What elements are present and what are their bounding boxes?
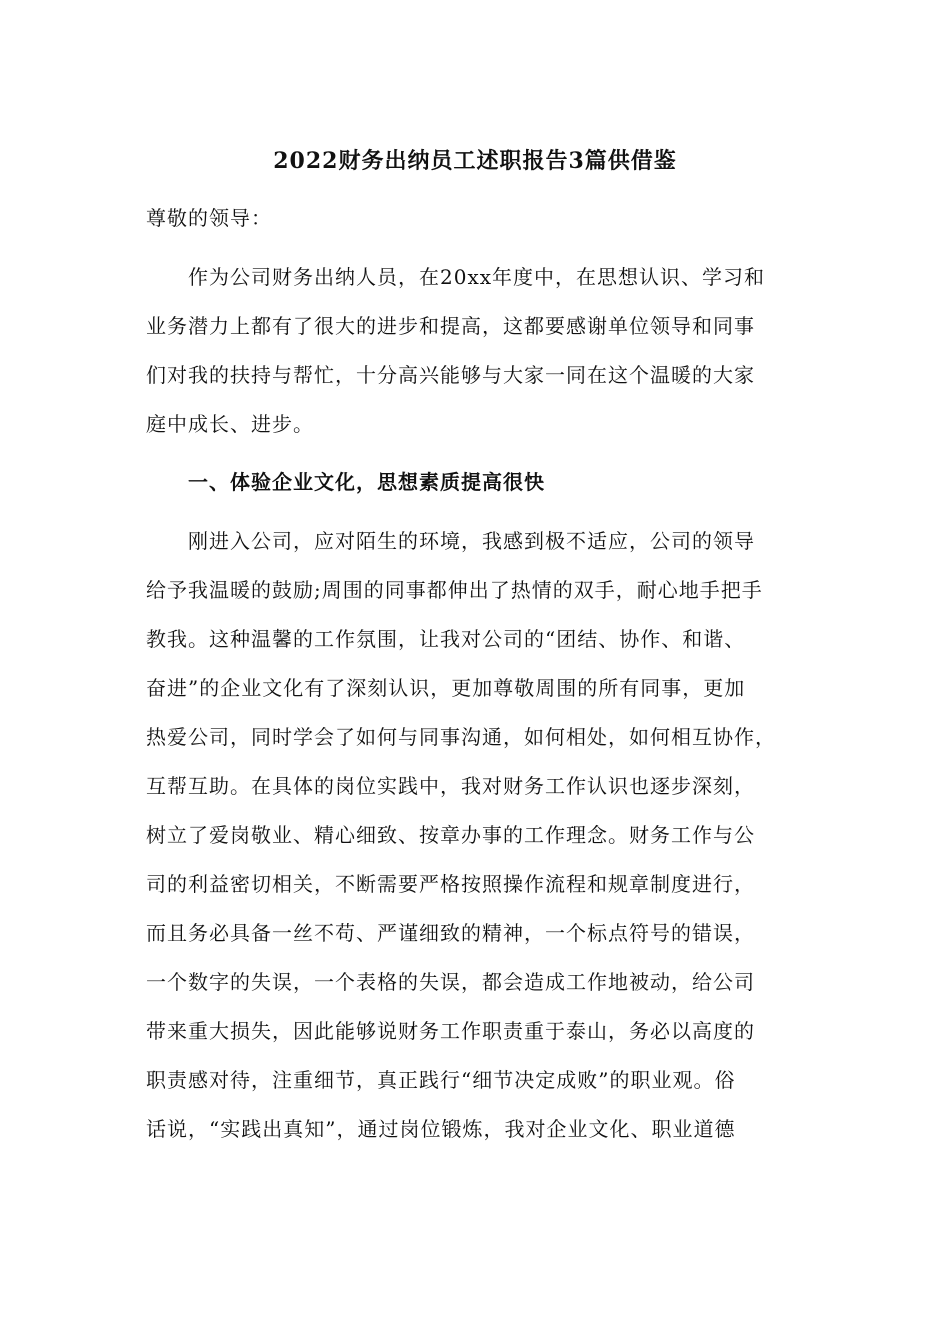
paragraph-2-line-11: 带来重大损失，因此能够说财务工作职责重于泰山，务必以高度的	[146, 1019, 755, 1043]
paragraph-2-line-5: 热爱公司，同时学会了如何与同事沟通，如何相处，如何相互协作，	[146, 725, 776, 749]
document-title: 2022财务出纳员工述职报告3篇供借鉴	[273, 148, 677, 174]
paragraph-1-line-3: 们对我的扶持与帮忙，十分高兴能够与大家一同在这个温暖的大家	[146, 363, 755, 387]
paragraph-2-line-9: 而且务必具备一丝不苟、严谨细致的精神，一个标点符号的错误，	[146, 921, 755, 945]
paragraph-2-line-2: 给予我温暖的鼓励;周围的同事都伸出了热情的双手，耐心地手把手	[146, 578, 763, 602]
paragraph-2-line-1: 刚进入公司，应对陌生的环境，我感到极不适应，公司的领导	[188, 529, 755, 553]
paragraph-2-line-8: 司的利益密切相关，不断需要严格按照操作流程和规章制度进行，	[146, 872, 755, 896]
paragraph-2-line-12: 职责感对待，注重细节，真正践行“细节决定成败”的职业观。俗	[146, 1068, 736, 1092]
paragraph-2-line-10: 一个数字的失误，一个表格的失误，都会造成工作地被动，给公司	[146, 970, 755, 994]
paragraph-1-line-4: 庭中成长、进步。	[146, 412, 314, 436]
paragraph-2-line-6: 互帮互助。在具体的岗位实践中，我对财务工作认识也逐步深刻，	[146, 774, 755, 798]
paragraph-2-line-7: 树立了爱岗敬业、精心细致、按章办事的工作理念。财务工作与公	[146, 823, 755, 847]
paragraph-2-line-4: 奋进”的企业文化有了深刻认识，更加尊敬周围的所有同事，更加	[146, 676, 746, 700]
paragraph-1-line-1: 作为公司财务出纳人员，在20xx年度中，在思想认识、学习和	[188, 265, 766, 289]
paragraph-2-line-3: 教我。这种温馨的工作氛围，让我对公司的“团结、协作、和谐、	[146, 627, 746, 651]
section-heading-1: 一、体验企业文化，思想素质提高很快	[188, 470, 545, 494]
salutation: 尊敬的领导：	[146, 206, 272, 230]
paragraph-2-line-13: 话说，“实践出真知”，通过岗位锻炼，我对企业文化、职业道德	[146, 1117, 736, 1141]
paragraph-1-line-2: 业务潜力上都有了很大的进步和提高，这都要感谢单位领导和同事	[146, 314, 755, 338]
